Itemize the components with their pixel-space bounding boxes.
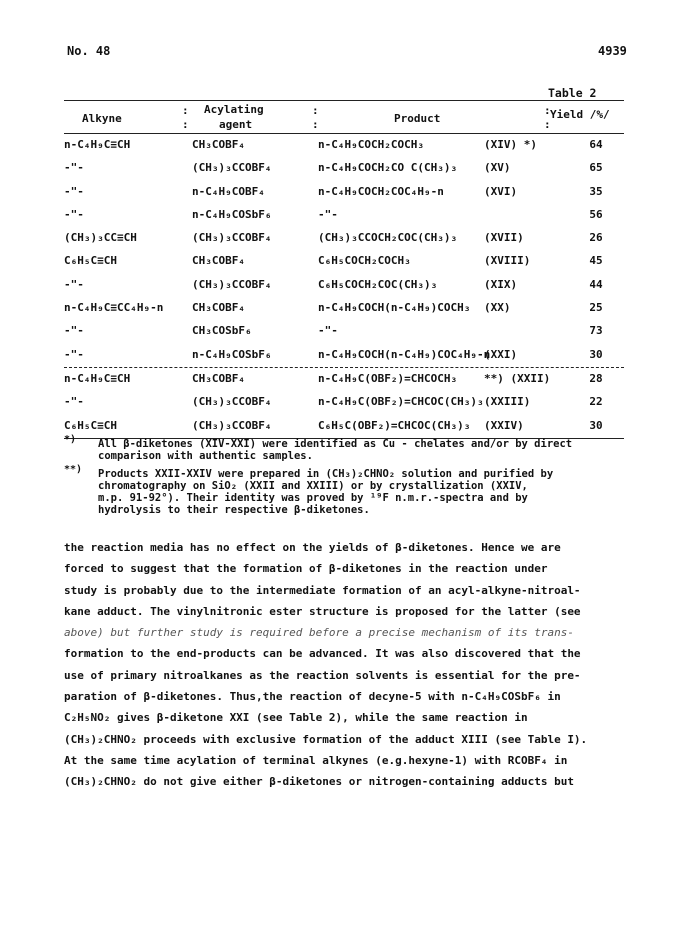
col-header-product: Product xyxy=(394,112,441,125)
cell-yield: 35 xyxy=(589,184,603,198)
cell-compound-code: (XIV) *) xyxy=(484,138,537,151)
cell-compound-code: (XVI) xyxy=(484,184,518,198)
cell-acylating-agent: (CH₃)₃CCOBF₄ xyxy=(192,161,272,175)
cell-acylating-agent: n-C₄H₉COSbF₆ xyxy=(192,207,272,221)
footnote-line: hydrolysis to their respective β-diketones. xyxy=(98,504,370,517)
cell-compound-code: (XXIV) xyxy=(484,418,524,432)
table-caption: Table 2 xyxy=(548,86,597,100)
cell-compound-code: (XVIII) xyxy=(484,254,531,268)
table-row xyxy=(64,391,624,414)
cell-product: n-C₄H₉COCH₂COC₄H₉-n xyxy=(318,184,444,198)
cell-acylating-agent: CH₃COBF₄ xyxy=(192,254,245,268)
table-row xyxy=(64,415,624,438)
cell-yield: 65 xyxy=(589,161,603,175)
body-line: (CH₃)₂CHNO₂ do not give either β-diketones or nitrogen-containing adducts but xyxy=(64,775,574,789)
cell-product: C₆H₅COCH₂COC(CH₃)₃ xyxy=(318,277,438,291)
cell-yield: 73 xyxy=(589,324,603,338)
body-line: C₂H₅NO₂ gives β-diketone XXI (see Table 2), while the same reaction in xyxy=(64,711,528,725)
body-line: (CH₃)₂CHNO₂ proceeds with exclusive formation of the adduct XIII (see Table I). xyxy=(64,732,588,746)
page-number: 4939 xyxy=(598,44,627,58)
cell-yield: 44 xyxy=(589,277,603,291)
cell-product: (CH₃)₃CCOCH₂COC(CH₃)₃ xyxy=(318,231,458,245)
footnote-1 xyxy=(64,434,624,463)
cell-compound-code: **) (XXII) xyxy=(484,371,551,385)
cell-acylating-agent: CH₃COSbF₆ xyxy=(192,324,252,338)
footnote-line: comparison with authentic samples. xyxy=(98,450,313,463)
col-header-agent: agent xyxy=(219,118,253,131)
body-line: forced to suggest that the formation of β-diketones in the reaction under xyxy=(64,562,548,576)
cell-compound-code: (XVII) xyxy=(484,231,524,245)
cell-product: C₆H₅C(OBF₂)=CHCOC(CH₃)₃ xyxy=(318,418,471,432)
cell-yield: 30 xyxy=(589,418,603,432)
footnote-line: m.p. 91-92°). Their identity was proved by ¹⁹F n.m.r.-spectra and by xyxy=(98,492,528,505)
footnote-mark: *) xyxy=(64,434,77,445)
cell-compound-code: (XXIII) xyxy=(484,395,531,409)
results-table xyxy=(64,100,624,439)
table-row xyxy=(64,204,624,227)
body-line: use of primary nitroalkanes as the reaction solvents is essential for the pre- xyxy=(64,668,581,682)
cell-compound-code: (XV) xyxy=(484,161,511,175)
cell-compound-code: (XX) xyxy=(484,301,511,315)
cell-product: n-C₄H₉C(OBF₂)=CHCOC(CH₃)₃ xyxy=(318,395,484,409)
cell-yield: 64 xyxy=(589,138,603,151)
cell-yield: 45 xyxy=(589,254,603,268)
cell-yield: 56 xyxy=(589,207,603,221)
cell-alkyne: C₆H₅C≡CH xyxy=(64,418,117,432)
cell-acylating-agent: (CH₃)₃CCOBF₄ xyxy=(192,231,272,245)
cell-product: n-C₄H₉COCH₂COCH₃ xyxy=(318,138,424,151)
cell-alkyne: n-C₄H₉C≡CC₄H₉-n xyxy=(64,301,164,315)
cell-alkyne: -"- xyxy=(64,277,84,291)
cell-alkyne: -"- xyxy=(64,395,84,409)
cell-yield: 28 xyxy=(589,371,603,385)
cell-alkyne: -"- xyxy=(64,207,84,221)
cell-acylating-agent: (CH₃)₃CCOBF₄ xyxy=(192,395,272,409)
col-header-yield: Yield /%/ xyxy=(550,108,610,121)
cell-product: -"- xyxy=(318,324,338,338)
cell-acylating-agent: CH₃COBF₄ xyxy=(192,371,245,385)
cell-product: n-C₄H₉COCH(n-C₄H₉)COCH₃ xyxy=(318,301,471,315)
footnote-mark: **) xyxy=(64,464,83,475)
table-row xyxy=(64,297,624,320)
cell-acylating-agent: CH₃COBF₄ xyxy=(192,138,245,151)
table-row xyxy=(64,227,624,250)
cell-product: n-C₄H₉C(OBF₂)=CHCOCH₃ xyxy=(318,371,458,385)
body-paragraph xyxy=(64,537,640,793)
table-row xyxy=(64,320,624,343)
cell-alkyne: -"- xyxy=(64,184,84,198)
cell-product: C₆H₅COCH₂COCH₃ xyxy=(318,254,411,268)
body-line: formation to the end-products can be advanced. It was also discovered that the xyxy=(64,647,581,661)
col-header-acylating: Acylating xyxy=(204,103,264,116)
body-line: kane adduct. The vinylnitronic ester structure is proposed for the latter (see xyxy=(64,604,581,618)
footnote-2 xyxy=(64,464,624,517)
footnote-line: All β-diketones (XIV-XXI) were identified as Cu - chelates and/or by direct xyxy=(98,438,573,450)
cell-product: n-C₄H₉COCH₂CO C(CH₃)₃ xyxy=(318,161,458,175)
cell-alkyne: (CH₃)₃CC≡CH xyxy=(64,231,137,245)
journal-issue-number: No. 48 xyxy=(67,44,111,58)
cell-acylating-agent: (CH₃)₃CCOBF₄ xyxy=(192,277,272,291)
cell-alkyne: n-C₄H₉C≡CH xyxy=(64,371,131,385)
cell-compound-code: (XXI) xyxy=(484,347,518,361)
table-row xyxy=(64,157,624,180)
cell-alkyne: n-C₄H₉C≡CH xyxy=(64,138,131,151)
footnote-line: chromatography on SiO₂ (XXII and XXIII) or by crystallization (XXIV, xyxy=(98,480,528,493)
cell-acylating-agent: n-C₄H₉COSbF₆ xyxy=(192,347,272,361)
body-line: paration of β-diketones. Thus,the reaction of decyne-5 with n-C₄H₉COSbF₆ in xyxy=(64,690,561,704)
cell-acylating-agent: n-C₄H₉COBF₄ xyxy=(192,184,265,198)
cell-acylating-agent: (CH₃)₃CCOBF₄ xyxy=(192,418,272,432)
table-body-b xyxy=(64,368,624,438)
col-header-alkyne: Alkyne xyxy=(82,112,122,125)
body-line: At the same time acylation of terminal alkynes (e.g.hexyne-1) with RCOBF₄ in xyxy=(64,753,568,767)
cell-yield: 22 xyxy=(589,395,603,409)
body-line: the reaction media has no effect on the yields of β-diketones. Hence we are xyxy=(64,541,561,554)
cell-product: n-C₄H₉COCH(n-C₄H₉)COC₄H₉-n xyxy=(318,347,491,361)
cell-alkyne: -"- xyxy=(64,324,84,338)
cell-alkyne: -"- xyxy=(64,347,84,361)
table-row xyxy=(64,250,624,273)
cell-yield: 26 xyxy=(589,231,603,245)
table-header: Alkyne : : Acylating agent : : Product : : Yield /%/ xyxy=(82,103,610,131)
table-body-a xyxy=(64,134,624,367)
body-line: study is probably due to the intermediate formation of an acyl-alkyne-nitroal- xyxy=(64,583,581,597)
cell-alkyne: C₆H₅C≡CH xyxy=(64,254,117,268)
cell-product: -"- xyxy=(318,207,338,221)
cell-yield: 25 xyxy=(589,301,603,315)
cell-acylating-agent: CH₃COBF₄ xyxy=(192,301,245,315)
table-row xyxy=(64,344,624,367)
footnote-line: Products XXII-XXIV were prepared in (CH₃)₂CHNO₂ solution and purified by xyxy=(98,468,554,480)
table-row xyxy=(64,274,624,297)
table-row xyxy=(64,134,624,157)
body-line: above) but further study is required before a precise mechanism of its trans- xyxy=(64,626,574,640)
cell-yield: 30 xyxy=(589,347,603,361)
table-row xyxy=(64,368,624,391)
cell-compound-code: (XIX) xyxy=(484,277,518,291)
cell-alkyne: -"- xyxy=(64,161,84,175)
table-row xyxy=(64,181,624,204)
